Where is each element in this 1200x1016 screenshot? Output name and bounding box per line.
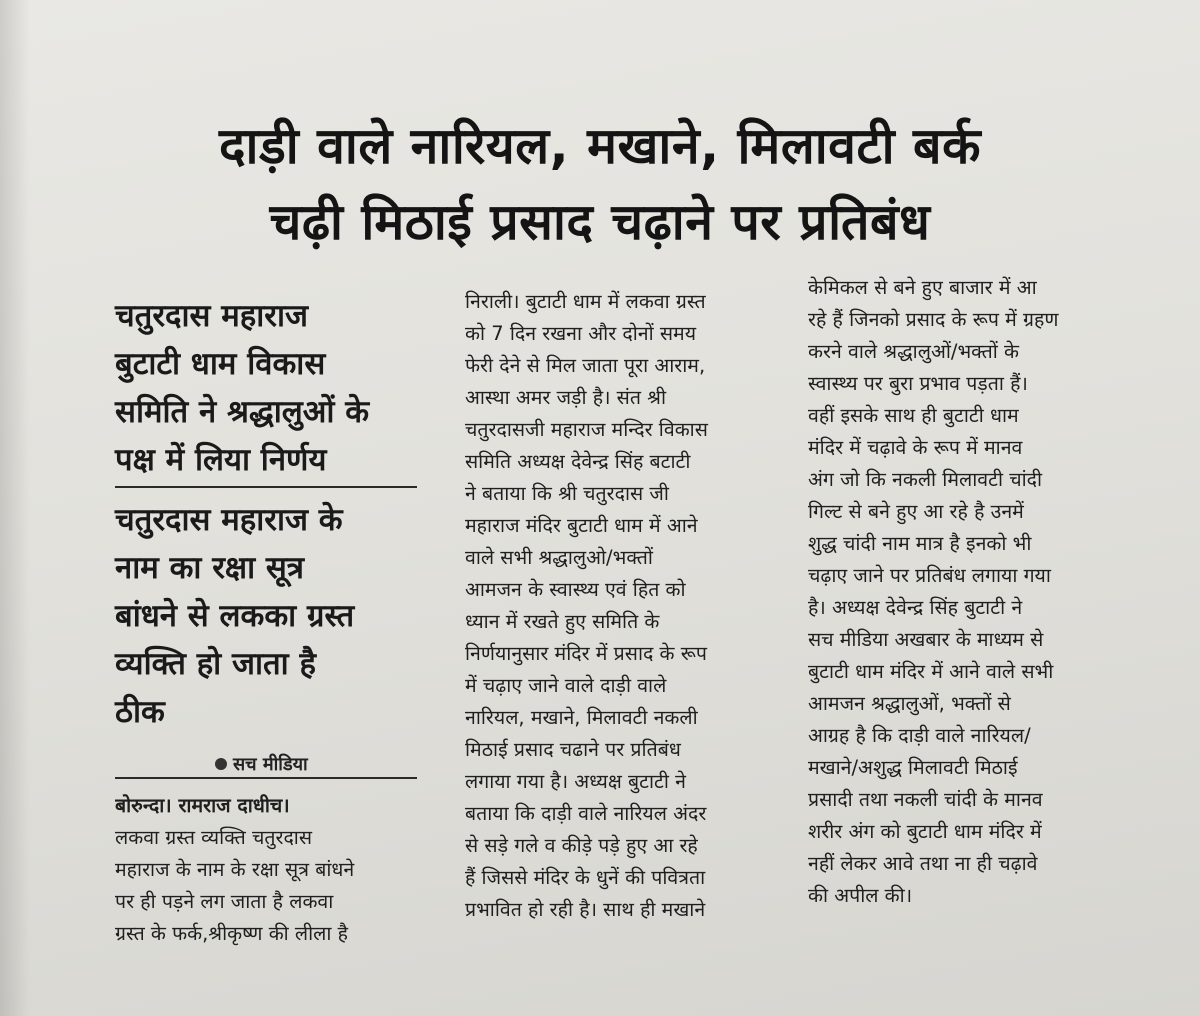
text-line: गिल्ट से बने हुए आ रहे है उनमें xyxy=(808,500,1024,523)
subheading-line: ठीक xyxy=(115,694,165,730)
text-line: बताया कि दाड़ी वाले नारियल अंदर xyxy=(465,802,707,825)
subheading-line: व्यक्ति हो जाता है xyxy=(115,646,316,682)
divider xyxy=(115,777,417,779)
text-line: निर्णयानुसार मंदिर में प्रसाद के रूप xyxy=(465,642,707,665)
text-line: को 7 दिन रखना और दोनों समय xyxy=(465,322,697,345)
text-line: लगाया गया है। अध्यक्ष बुटाटी ने xyxy=(465,770,686,793)
text-line: प्रभावित हो रही है। साथ ही मखाने xyxy=(465,898,706,921)
text-line: शुद्ध चांदी नाम मात्र है इनको भी xyxy=(808,532,1032,555)
text-line: चतुरदासजी महाराज मन्दिर विकास xyxy=(465,418,708,441)
text-line: महाराज मंदिर बुटाटी धाम में आने xyxy=(465,514,698,537)
bullet-icon xyxy=(215,758,227,770)
subheading-line: समिति ने श्रद्धालुओं के xyxy=(115,394,370,430)
text-line: करने वाले श्रद्धालुओं/भक्तों के xyxy=(808,340,1019,363)
text-line: पर ही पड़ने लग जाता है लकवा xyxy=(115,890,334,913)
text-line: नहीं लेकर आवे तथा ना ही चढ़ावे xyxy=(808,852,1038,875)
text-line: आग्रह है कि दाड़ी वाले नारियल/ xyxy=(808,724,1031,747)
text-line: स्वास्थ्य पर बुरा प्रभाव पड़ता हैं। xyxy=(808,372,1028,395)
text-line: चढ़ाए जाने पर प्रतिबंध लगाया गया xyxy=(808,564,1051,587)
text-line: प्रसादी तथा नकली चांदी के मानव xyxy=(808,788,1043,811)
text-line: लकवा ग्रस्त व्यक्ति चतुरदास xyxy=(115,826,313,849)
text-line: फेरी देने से मिल जाता पूरा आराम, xyxy=(465,354,706,377)
text-line: से सड़े गले व कीड़े पड़े हुए आ रहे xyxy=(465,834,698,857)
text-line: केमिकल से बने हुए बाजार में आ xyxy=(808,276,1037,299)
divider xyxy=(115,486,417,488)
text-line: समिति अध्यक्ष देवेन्द्र सिंह बटाटी xyxy=(465,450,691,473)
text-line: ने बताया कि श्री चतुरदास जी xyxy=(465,482,669,505)
byline xyxy=(215,752,308,776)
headline xyxy=(60,108,1140,260)
text-line: आमजन के स्वास्थ्य एवं हित को xyxy=(465,578,686,601)
text-line: महाराज के नाम के रक्षा सूत्र बांधने xyxy=(115,858,355,881)
dateline: बोरुन्दा। रामराज दाधीच। xyxy=(115,794,290,817)
text-line: में चढ़ाए जाने वाले दाड़ी वाले xyxy=(465,674,667,697)
text-line: है। अध्यक्ष देवेन्द्र सिंह बुटाटी ने xyxy=(808,596,1023,619)
column-3 xyxy=(808,272,1138,912)
byline-source: सच मीडिया xyxy=(233,754,308,775)
text-line: आमजन श्रद्धालुओं, भक्तों से xyxy=(808,692,1011,715)
column-1 xyxy=(115,790,445,950)
text-line: रहे हैं जिनको प्रसाद के रूप में ग्रहण xyxy=(808,308,1059,331)
subheading-line: बांधने से लकका ग्रस्त xyxy=(115,598,355,634)
text-line: ग्रस्त के फर्क,श्रीकृष्ण की लीला है xyxy=(115,922,349,945)
subheading-line: चतुरदास महाराज के xyxy=(115,502,343,538)
subheading-line: चतुरदास महाराज xyxy=(115,298,309,334)
subheading-line: पक्ष में लिया निर्णय xyxy=(115,442,327,478)
text-line: की अपील की। xyxy=(808,884,913,907)
text-line: मंदिर में चढ़ावे के रूप में मानव xyxy=(808,436,1023,459)
subheading-1 xyxy=(115,292,425,484)
text-line: मिठाई प्रसाद चढाने पर प्रतिबंध xyxy=(465,738,681,761)
subheading-2 xyxy=(115,496,425,736)
subheading-line: बुटाटी धाम विकास xyxy=(115,346,326,382)
headline-line-1: दाड़ी वाले नारियल, मखाने, मिलावटी बर्क xyxy=(219,117,981,175)
text-line: आस्था अमर जड़ी है। संत श्री xyxy=(465,386,667,409)
text-line: हैं जिससे मंदिर के धुनें की पवित्रता xyxy=(465,866,706,889)
text-line: अंग जो कि नकली मिलावटी चांदी xyxy=(808,468,1043,491)
text-line: बुटाटी धाम मंदिर में आने वाले सभी xyxy=(808,660,1054,683)
headline-line-2: चढ़ी मिठाई प्रसाद चढ़ाने पर प्रतिबंध xyxy=(269,193,931,251)
column-2 xyxy=(465,286,790,926)
text-line: वहीं इसके साथ ही बुटाटी धाम xyxy=(808,404,1019,427)
text-line: निराली। बुटाटी धाम में लकवा ग्रस्त xyxy=(465,290,706,313)
subheading-line: नाम का रक्षा सूत्र xyxy=(115,550,304,586)
text-line: नारियल, मखाने, मिलावटी नकली xyxy=(465,706,698,729)
text-line: शरीर अंग को बुटाटी धाम मंदिर में xyxy=(808,820,1042,843)
page-shadow xyxy=(0,0,30,1016)
text-line: वाले सभी श्रद्धालुओ/भक्तों xyxy=(465,546,653,569)
text-line: सच मीडिया अखबार के माध्यम से xyxy=(808,628,1044,651)
text-line: मखाने/अशुद्ध मिलावटी मिठाई xyxy=(808,756,1018,779)
text-line: ध्यान में रखते हुए समिति के xyxy=(465,610,660,633)
